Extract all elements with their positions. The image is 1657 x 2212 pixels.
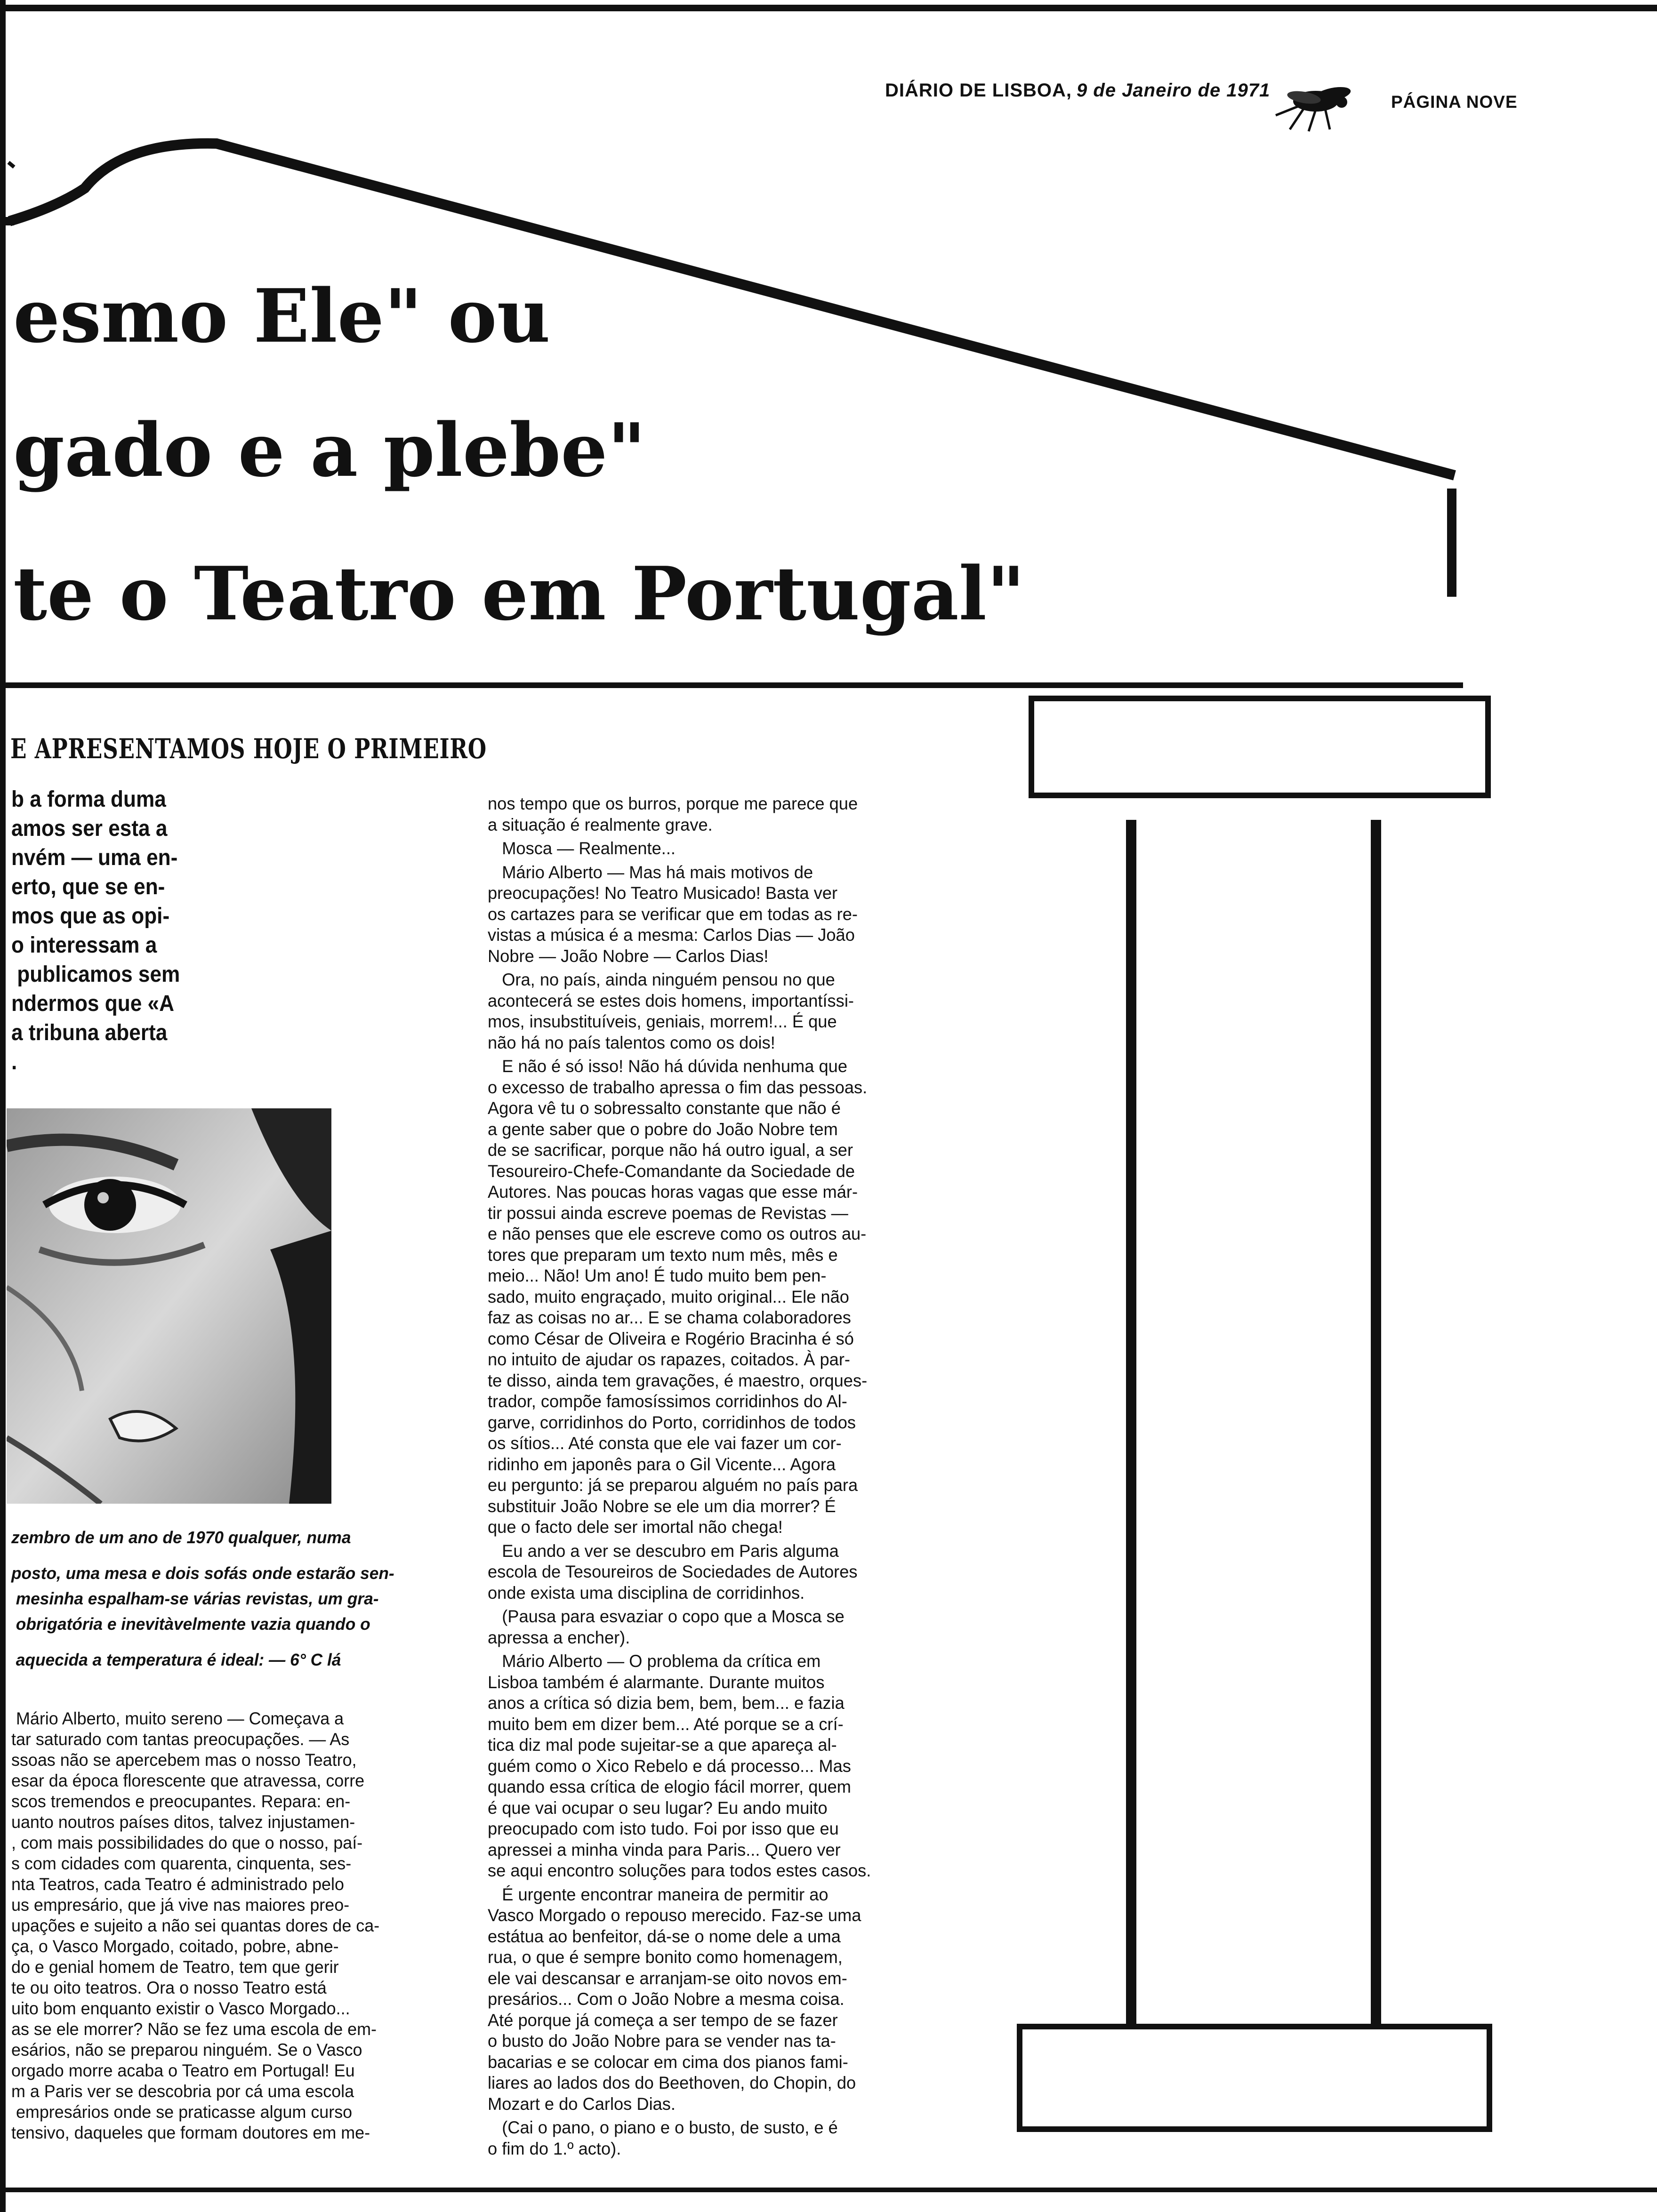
page-number-label: PÁGINA NOVE [1391,92,1518,112]
stage-directions [11,1525,454,1683]
stage-direction-1: zembro de um ano de 1970 qualquer, numa [11,1528,351,1547]
paragraph: É urgente encontrar maneira de permitir ao Vasco Morgado o repouso merecido. Faz-se uma estátua ao benfeitor, dá-se o nome dele a uma rua, o que é sempre bonito como homenagem, ele vai descansar e arranjam-se oito novos em- presários... Com o João Nobre a mesma coisa. Até porque já começa a ser tempo de se fazer o busto do João Nobre para se vender nas ta- bacarias e se colocar em cima dos pianos fami- liares ao lados dos do Beethoven, do Chopin, do Mozart e do Carlos Dias. [488,1884,861,2114]
headline-line-1: esmo Ele" ou [13,273,550,359]
paragraph: Eu ando a ver se descubro em Paris alguma escola de Tesoureiros de Sociedades de Autores onde exista uma disciplina de corridinhos. [488,1541,858,1603]
issue-date: 9 de Janeiro de 1971 [1077,80,1271,101]
newspaper-name: DIÁRIO DE LISBOA, [885,80,1072,101]
intro-paragraph: b a forma duma amos ser esta a nvém — uma en- erto, que se en- mos que as opi- o interessam a publicamos sem ndermos que «A a tribuna aberta . [11,787,180,1074]
left-border-rule [0,0,6,2212]
stage-direction-3: aquecida a temperatura é ideal: — 6° C lá [11,1650,341,1669]
stage-direction-2: posto, uma mesa e dois sofás onde estarão sen- mesinha espalham-se várias revistas, um gra- obrigatória e inevitàvelmente vazia quando o [11,1563,394,1634]
section-heading: E APRESENTAMOS HOJE O PRIMEIRO [10,733,487,765]
left-column-text: Mário Alberto, muito sereno — Começava a tar saturado com tantas preocupações. — As ssoas não se apercebem mas o nosso Teatro, esar da época florescente que atravessa, corre scos tremendos e preocupantes. Repara: en- uanto noutros países ditos, talvez injustamen- , com mais possibilidades do que o nosso, paí- s com cidades com quarenta, cinquenta, ses- nta Teatros, cada Teatro é administrado pelo us empresário, que já vive nas maiores preo- upações e sujeito a não sei quantas dores de ca- ça, o Vasco Morgado, coitado, pobre, abne- do e genial homem de Teatro, tem que gerir te ou oito teatros. Ora o nosso Teatro está uito bom enquanto existir o Vasco Morgado... as se ele morrer? Não se fez uma escola de em- esários, não se preparou ninguém. Se o Vasco orgado morre acaba o Teatro em Portugal! Eu m a Paris ver se descobria por cá uma escola empresários onde se praticasse algum curso tensivo, daqueles que formam doutores em me- [11,1709,380,2142]
paragraph: nos tempo que os burros, porque me parece que a situação é realmente grave. [488,794,858,834]
headline-line-2: gado e a plebe" [13,407,646,493]
column-shaft-left [1126,820,1136,2025]
paragraph: (Cai o pano, o piano e o busto, de susto, e é o fim do 1.º acto). [488,2118,838,2158]
paragraph: Ora, no país, ainda ninguém pensou no que acontecerá se estes dois homens, importantíssi- mos, insubstituíveis, geniais, morrem!... É que não há no país talentos como os dois! [488,970,854,1052]
paragraph: Mário Alberto — O problema da crítica em Lisboa também é alarmante. Durante muitos anos a crítica só dizia bem, bem, bem... e fazia muito bem em dizer bem... Até porque se a crí- tica diz mal pode sujeitar-se a que apareça al- guém como o Xico Rebelo e dá processo... Mas quando essa crítica de elogio fácil morrer, quem é que vai ocupar o seu lugar? Eu ando muito preocupado com isto tudo. Foi por isso que eu apressei a minha vinda para Paris... Quero ver se aqui encontro soluções para todos estes casos. [488,1651,871,1880]
headline-line-3: te o Teatro em Portugal" [13,551,1025,637]
photo-image [7,1108,331,1504]
top-border-rule [0,5,1657,11]
masthead [885,80,1270,101]
bottom-border-rule [0,2188,1657,2192]
roof-support-post [1447,489,1456,597]
paragraph: Mário Alberto — Mas há mais motivos de preocupações! No Teatro Musicado! Basta ver os cartazes para se verificar que em todas as re- vistas a música é a mesma: Carlos Dias — João Nobre — João Nobre — Carlos Dias! [488,862,858,966]
column-shaft-right [1371,820,1381,2025]
column-base [1017,2024,1492,2132]
paragraph: E não é só isso! Não há dúvida nenhuma que o excesso de trabalho apressa o fim das pessoas. Agora vê tu o sobressalto constante que não é a gente saber que o pobre do João Nobre tem de se sacrificar, porque não há outro igual, a ser Tesoureiro-Chefe-Comandante da Sociedade de Autores. Nas poucas horas vagas que esse már- tir possui ainda escreve poemas de Revistas — e não penses que ele escreve como os outros au- tores que preparam um texto num mês, mês e meio... Não! Um ano! É tudo muito bem pen- sado, muito engraçado, muito original... Ele não faz as coisas no ar... E se chama colaboradores como César de Oliveira e Rogério Bracinha é só no intuito de ajudar os rapazes, coitados. À par- te disso, ainda tem gravações, é maestro, orques- trador, compõe famosíssimos corridinhos do Al- garve, corridinhos do Porto, corridinhos de todos os sítios... Até consta que ele vai fazer um cor- ridinho em japonês para o Gil Vicente... Agora eu pergunto: já se preparou alguém no país para substituir João Nobre se ele um dia morrer? É que o facto dele ser imortal não chega! [488,1057,868,1537]
column-capital [1029,696,1491,798]
right-column-text [488,793,940,2162]
photo-eye-closeup [7,1108,331,1504]
paragraph: (Pausa para esvaziar o copo que a Mosca se apressa a encher). [488,1607,845,1647]
paragraph: Mosca — Realmente... [488,839,676,858]
fly-icon [1271,82,1358,134]
